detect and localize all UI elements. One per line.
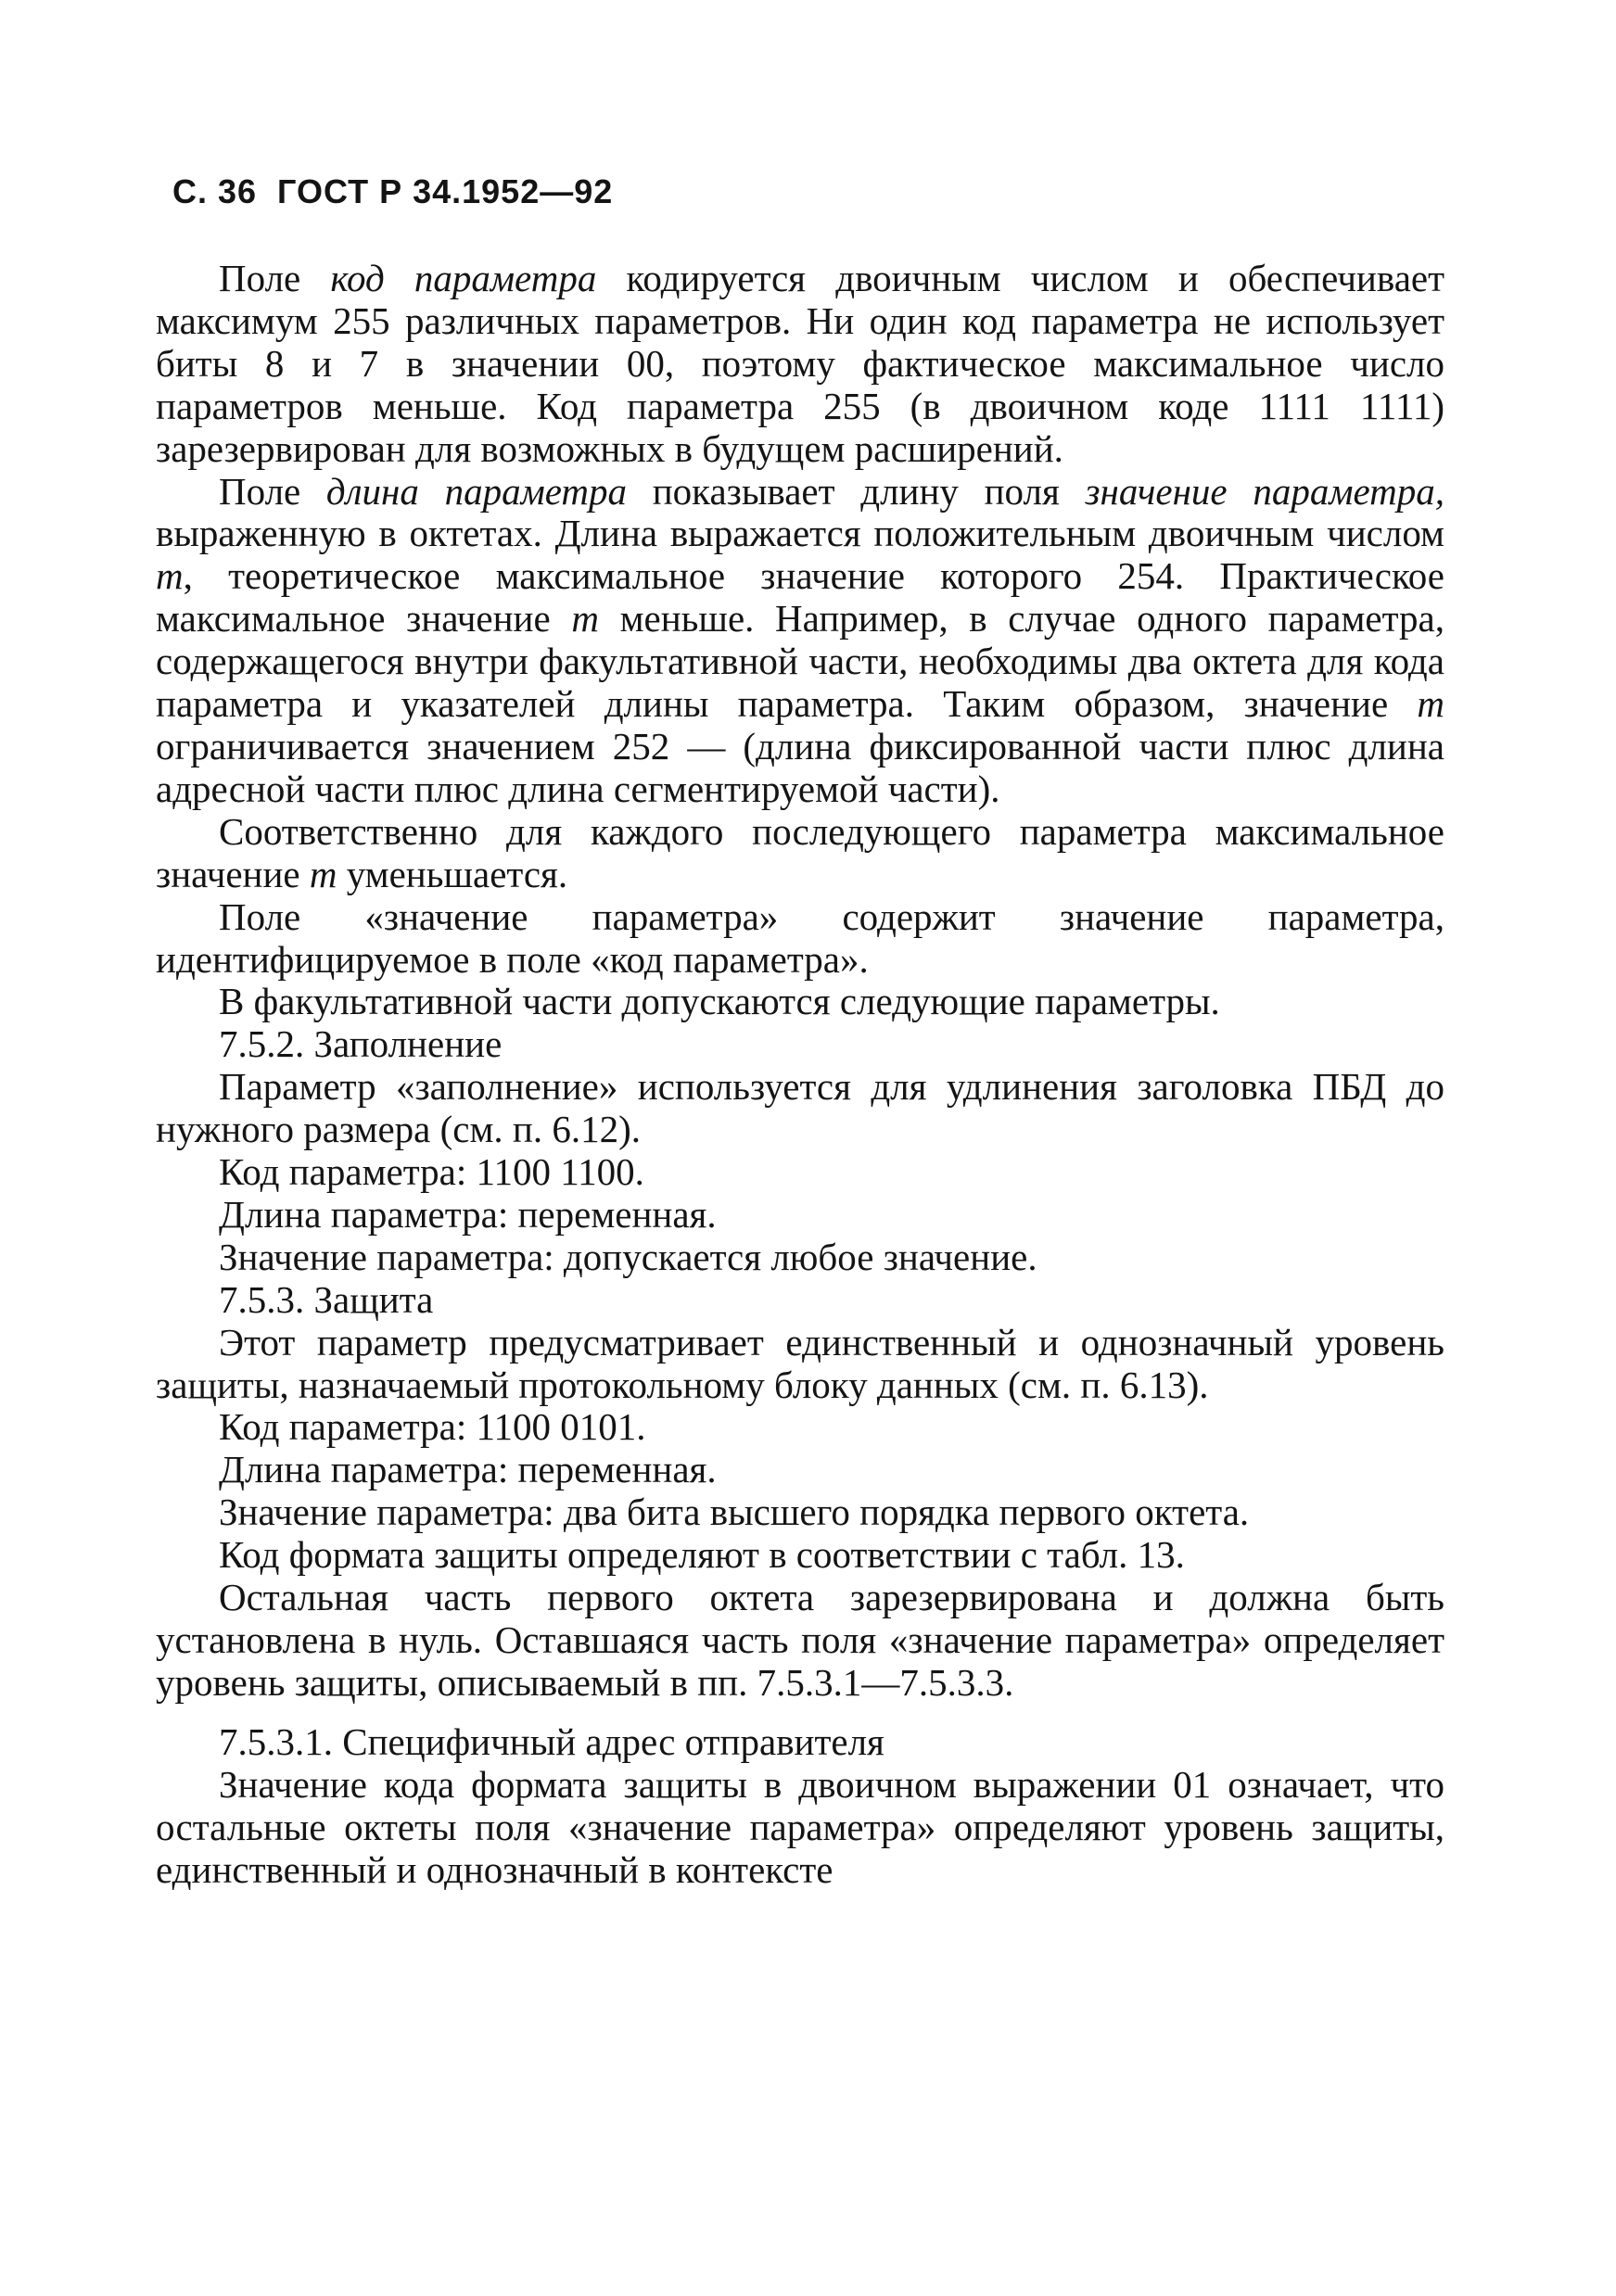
italic-term-parameter-length: длина параметра <box>325 469 628 513</box>
line-padding-code: Код параметра: 1100 1100. <box>219 1150 644 1194</box>
italic-variable-m: m <box>571 597 599 641</box>
text-run: ограничивается значением 252 — (длина фиксированной части плюс длина адресной части плюс длина сегментируемой части). <box>156 724 1444 810</box>
italic-term-parameter-code: код параметра <box>330 257 597 299</box>
line-padding-value: Значение параметра: допускается любое значение. <box>219 1235 1037 1278</box>
paragraph-format-code-01: Значение кода формата защиты в двоичном выражении 01 означает, что остальные октеты поля «значение параметра» определяют уровень защиты, единственный и однозначный в контексте <box>156 1762 1444 1891</box>
page-header: С. 36 ГОСТ Р 34.1952—92 <box>172 172 614 210</box>
line-padding-length: Длина параметра: переменная. <box>219 1192 717 1236</box>
line-protection-format-code: Код формата защиты определяют в соответствии с табл. 13. <box>219 1533 1185 1577</box>
section-heading-7-5-3: 7.5.3. Защита <box>219 1277 434 1321</box>
line-protection-length: Длина параметра: переменная. <box>219 1448 717 1491</box>
text-run: Поле <box>219 257 331 299</box>
text-run: показывает длину поля <box>627 469 1086 513</box>
section-heading-7-5-2: 7.5.2. Заполнение <box>219 1022 503 1066</box>
text-run: выраженную в октетах. Длина выражается положительным двоичным числом <box>156 512 1444 555</box>
text-run: уменьшается. <box>337 852 568 895</box>
text-run: , теоретическое максимальное значение которого 254. Практическое максимальное значение <box>156 554 1444 641</box>
paragraph-padding-description: Параметр «заполнение» используется для удлинения заголовка ПБД до нужного размера (см. п. 6.12). <box>156 1065 1444 1151</box>
text-run: кодируется двоичным числом и обеспечивает максимум 255 различных параметров. Ни один код параметра не использует биты 8 и 7 в значении 00, поэтому фактическое максимальное число параметров меньше. Код параметра 255 (в двоичном коде 1111 1111) зарезервирован для возможных в будущем расширений. <box>156 257 1445 470</box>
paragraph-protection-description: Этот параметр предусматривает единственный и однозначный уровень защиты, назначаемый протокольному блоку данных (см. п. 6.13). <box>156 1320 1444 1406</box>
paragraph-max-value-decrease <box>156 811 1444 896</box>
text-run: Соответственно для каждого последующего параметра максимальное значение <box>156 809 1444 895</box>
paragraph-value-field: Поле «значение параметра» содержит значение параметра, идентифицируемое в поле «код параметра». <box>156 894 1444 981</box>
section-heading-7-5-3-1: 7.5.3.1. Специфичный адрес отправителя <box>219 1719 884 1763</box>
italic-variable-m: m <box>156 554 184 598</box>
italic-term-parameter-value: значение параметра, <box>1085 469 1444 513</box>
paragraph-protection-value: Значение параметра: два бита высшего порядка первого октета. <box>219 1490 1250 1534</box>
italic-variable-m: m <box>309 852 337 895</box>
paragraph-optional-part: В факультативной части допускаются следующие параметры. <box>219 980 1220 1023</box>
paragraph-reserved-octet: Остальная часть первого октета зарезервирована и должна быть установлена в нуль. Оставшаяся часть поля «значение параметра» определяет уровень защиты, описываемый в пп. 7.5.3.1—7.5.3.3. <box>156 1576 1444 1704</box>
line-protection-code: Код параметра: 1100 0101. <box>219 1405 646 1449</box>
paragraph-parameter-code <box>156 258 1444 471</box>
italic-variable-m: m <box>1417 682 1444 726</box>
document-body <box>156 258 1444 1891</box>
text-run: меньше. Например, в случае одного параметра, содержащегося внутри факультативной части, необходимы два октета для кода параметра и указателей длины параметра. Таким образом, значение <box>156 597 1445 726</box>
paragraph-parameter-length <box>156 471 1444 811</box>
text-run: Поле <box>219 469 326 513</box>
